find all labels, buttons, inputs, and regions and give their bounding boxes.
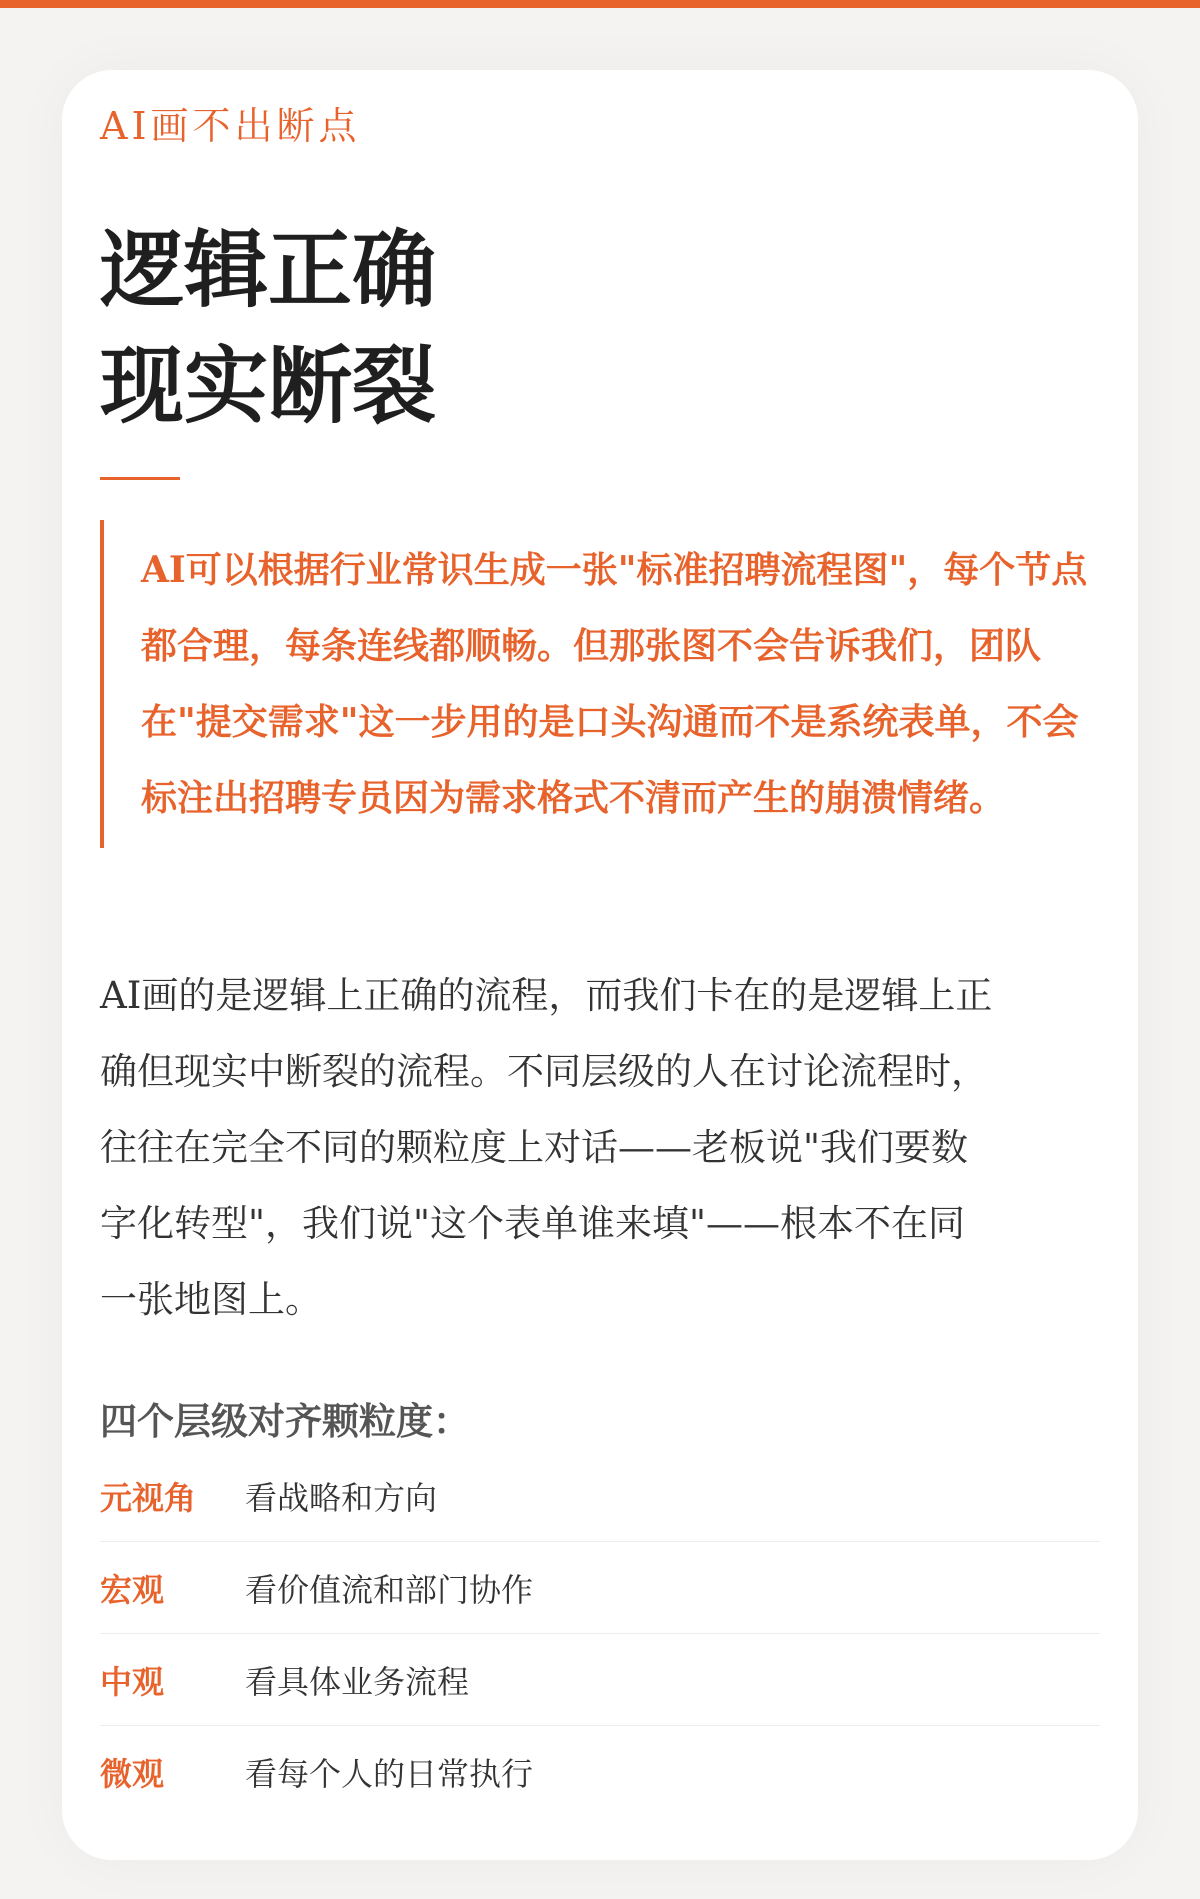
level-row-meta bbox=[100, 1450, 1100, 1542]
level-row-macro bbox=[100, 1542, 1100, 1634]
title-underline-divider bbox=[100, 477, 180, 480]
level-description: 看价值流和部门协作 bbox=[245, 1570, 534, 1609]
level-row-meso bbox=[100, 1634, 1100, 1726]
title-line-2: 现实断裂 bbox=[100, 336, 437, 435]
top-accent-bar bbox=[0, 0, 1200, 8]
levels-heading: 四个层级对齐颗粒度： bbox=[100, 1399, 470, 1443]
level-description: 看具体业务流程 bbox=[245, 1662, 470, 1701]
title-line-1: 逻辑正确 bbox=[100, 220, 437, 319]
level-name: 中观 bbox=[100, 1662, 165, 1701]
level-name: 宏观 bbox=[100, 1570, 165, 1609]
level-description: 看战略和方向 bbox=[245, 1478, 438, 1517]
levels-list bbox=[100, 1450, 1100, 1818]
highlight-quote: AI可以根据行业常识生成一张"标准招聘流程图"，每个节点都合理，每条连线都顺畅。但那张图不会告诉我们，团队在"提交需求"这一步用的是口头沟通而不是系统表单，不会标注出招聘专员因为需求格式不清而产生的崩溃情绪。 bbox=[100, 520, 1090, 848]
body-paragraph: AI画的是逻辑上正确的流程，而我们卡在的是逻辑上正确但现实中断裂的流程。不同层级的人在讨论流程时，往往在完全不同的颗粒度上对话——老板说"我们要数字化转型"，我们说"这个表单谁来填"——根本不在同一张地图上。 bbox=[100, 974, 993, 1321]
level-description: 看每个人的日常执行 bbox=[245, 1755, 534, 1793]
level-row-micro bbox=[100, 1726, 1100, 1818]
section-kicker: AI画不出断点 bbox=[100, 104, 361, 148]
level-name: 微观 bbox=[100, 1755, 165, 1793]
level-name: 元视角 bbox=[100, 1478, 197, 1517]
page-title bbox=[100, 212, 436, 444]
